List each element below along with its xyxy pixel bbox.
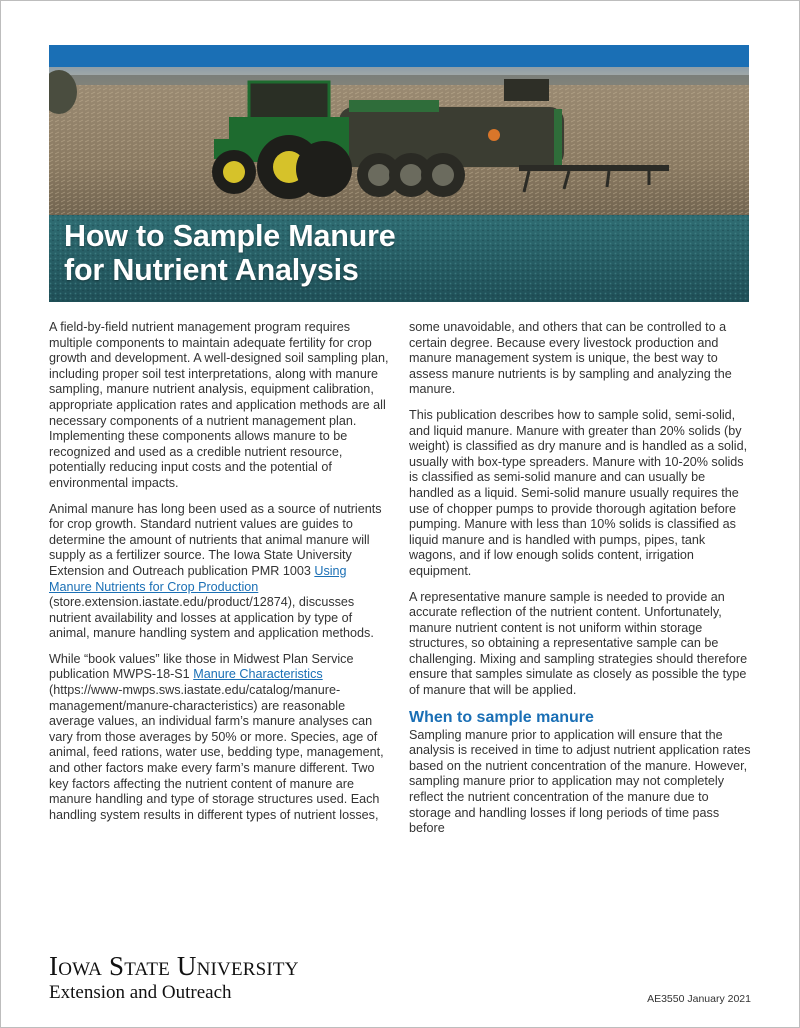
logo-subtitle: Extension and Outreach [49,982,232,1003]
right-column [409,320,753,837]
isu-logo [49,952,299,1004]
paragraph: This publication describes how to sample solid, semi-solid, and liquid manure. Manure with greater than 20% solids (by weight) is classified as dry manure and is handled as a solid, usually with box-type spreaders. Manure with 10-20% solids is classified as semi-solid manure and can usually be handled as a liquid. Semi-solid manure usually requires the use of chopper pumps to provide thorough agitation before pumping. Manure with less than 10% solids is classified as liquid manure and is handled with pumps, pipes, tank wagons, and if low enough solids content, irrigation equipment. [409,407,748,578]
paragraph-text: (store.extension.iastate.edu/product/12874), discusses nutrient availability and losses at application by type of animal, manure handling system and application methods. [49,595,374,641]
paragraph: A field-by-field nutrient management program requires multiple components to maintain adequate fertility for crop growth and development. A well-designed soil sampling plan, including proper soil test interpretations, along with manure sampling, manure nutrient analysis, equipment calibration, appropriate application rates and application methods are all necessary components of a nutrient management plan. Implementing these components allows manure to be recognized and used as a credible nutrient resource, potentially reducing input costs and the potential of environmental impacts. [49,320,389,490]
paragraph: A representative manure sample is needed to provide an accurate reflection of the nutrient content. Unfortunately, manure nutrient content is not uniform within storage structures, so obtaining a representative sample can be challenging. Mixing and sampling strategies should therefore ensure that samples simulate as closely as possible the type of manure that will be applied. [409,589,748,698]
publication-id: AE3550 January 2021 [647,993,751,1005]
paragraph-text: (https://www-mwps.sws.iastate.edu/catalog/manure-management/manure-characteristics) are reasonable average values, an individual farm’s manure analyses can vary from those averages by 50% or more. Species, age of animal, feed rations, water use, bedding type, management, and other factors make every farm’s manure different. Two key factors affecting the nutrient content of manure are manure handling and type of storage structures used. Each handling system results in different types of nutrient losses, [49,683,384,822]
header-accent-bar [49,45,749,67]
hero-banner [49,67,749,302]
paragraph [49,652,391,824]
paragraph: Sampling manure prior to application will ensure that the analysis is received in time to adjust nutrient application rates based on the nutrient concentration of the manure. However, sampling manure prior to application may not completely reflect the nutrient concentration of the manure due to storage and handling losses if long periods of time pass before [409,727,751,836]
title-line-2: for Nutrient Analysis [64,253,359,287]
logo-wordmark: Iowa State University [49,951,299,981]
page-title [64,219,396,287]
paragraph-text: While “book values” like those in Midwest Plan Service publication MWPS-18-S1 [49,651,354,682]
link-manure-characteristics[interactable]: Manure Characteristics [193,667,323,682]
paragraph: some unavoidable, and others that can be controlled to a certain degree. Because every livestock production and manure management system is unique, the best way to assess manure nutrients is by sampling and analyzing the manure. [409,320,732,397]
paragraph [49,502,391,642]
link-using-manure-nutrients[interactable]: Using Manure Nutrients for Crop Production [49,563,347,594]
paragraph-text: Animal manure has long been used as a source of nutrients for crop growth. Standard nutrient values are guides to determine the amount of nutrients that animal manure will supply as a fertilizer source. The Iowa State University Extension and Outreach publication PMR 1003 [49,501,382,578]
title-line-1: How to Sample Manure [64,219,396,253]
left-column [49,320,391,823]
section-heading: When to sample manure [409,708,594,726]
